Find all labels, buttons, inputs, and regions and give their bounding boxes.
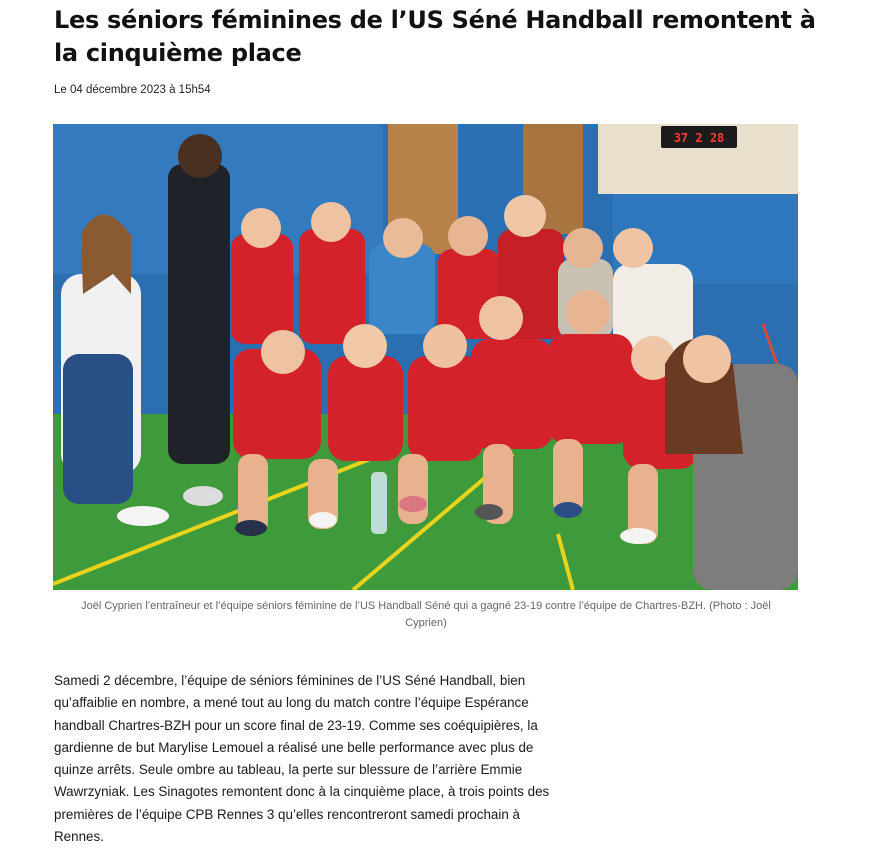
publication-date: Le 04 décembre 2023 à 15h54 <box>54 84 211 96</box>
water-bottle <box>371 472 387 534</box>
coach <box>168 164 230 464</box>
article-title: Les séniors féminines de l’US Séné Handball remontent à la cinquième place <box>54 6 816 67</box>
article-photo <box>53 124 798 590</box>
team-photo-illustration <box>53 124 798 590</box>
scoreboard-text: 37 2 28 <box>673 131 725 145</box>
photo-caption: Joël Cyprien l’entraîneur et l’équipe séniors féminine de l’US Handball Séné qui a gagné 23-19 contre l’équipe de Chartres-BZH. (Photo : Joël Cyprien) <box>81 600 771 629</box>
article-body: Samedi 2 décembre, l’équipe de séniors féminines de l’US Séné Handball, bien qu’affaiblie en nombre, a mené tout au long du match contre l’équipe Espérance handball Chartres-BZH pour un score final de 23-19. Comme ses coéquipières, la gardienne de but Marylise Lemouel a réalisé une belle performance avec plus de quinze arrêts. Seule ombre au tableau, la perte sur blessure de l’arrière Emmie Wawrzyniak. Les Sinagotes remontent donc à la cinquième place, à trois points des premières de l’équipe CPB Rennes 3 qu’elles rencontreront samedi prochain à Rennes. <box>54 673 550 845</box>
